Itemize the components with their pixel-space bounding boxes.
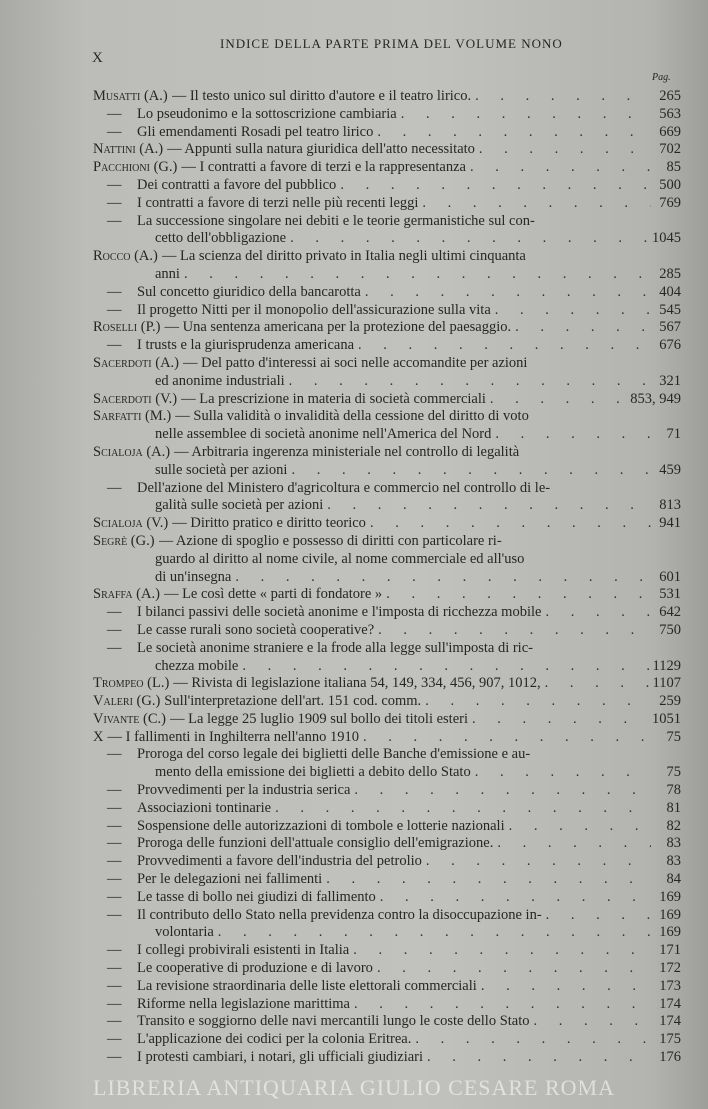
index-entry: [93, 462, 681, 480]
index-entry: [93, 586, 681, 604]
entry-dash: —: [107, 1013, 122, 1030]
entry-title: Dei contratti a favore del pubblico: [137, 176, 337, 193]
entry-author: Trompeo (L.): [93, 675, 170, 692]
dot-leader: [546, 907, 651, 925]
index-entry: [93, 711, 681, 729]
index-entry: [93, 1049, 681, 1067]
entry-page-number: 71: [666, 426, 681, 443]
entry-title: — I contratti a favore di terzi e la rappresentanza: [181, 159, 466, 176]
index-entry: [93, 213, 681, 231]
entry-dash: —: [107, 782, 122, 799]
dot-leader: [490, 391, 626, 409]
entry-title: chezza mobile: [155, 657, 239, 674]
dot-leader: [289, 373, 651, 391]
entry-page-number: 75: [666, 728, 681, 745]
index-entry: [93, 284, 681, 302]
entry-author: Pacchioni (G.): [93, 159, 178, 176]
entry-author: Scialoja (A.): [93, 443, 171, 460]
entry-title: Dell'azione del Ministero d'agricoltura e commercio nel controllo di le-: [137, 479, 551, 496]
index-entry: [93, 355, 681, 373]
index-entry: [93, 230, 681, 248]
entry-title: Sul concetto giuridico della bancarotta: [137, 283, 361, 300]
index-entry: [93, 729, 681, 747]
entry-title: — La legge 25 luglio 1909 sul bollo dei titoli esteri: [169, 710, 468, 727]
running-header: [0, 28, 708, 68]
entry-page-number: 601: [659, 568, 681, 585]
entry-author: Roselli (P.): [93, 319, 161, 336]
index-entry: [93, 996, 681, 1014]
index-entry: [93, 480, 681, 498]
entry-dash: —: [107, 337, 122, 354]
dot-leader: [370, 515, 651, 533]
index-entry: [93, 426, 681, 444]
dot-leader: [401, 106, 651, 124]
index-entry: [93, 640, 681, 658]
dot-leader: [235, 569, 651, 587]
entry-page-number: 169: [659, 888, 681, 905]
page-column-label: Pag.: [652, 72, 671, 83]
dot-leader: [275, 800, 651, 818]
index-entry: [93, 373, 681, 391]
entry-title: Le tasse di bollo nei giudizi di fallimento: [137, 888, 376, 905]
dot-leader: [354, 996, 651, 1014]
index-entry: [93, 871, 681, 889]
entry-title: La revisione straordinaria delle liste elettorali commerciali: [137, 977, 477, 994]
index-entry: [93, 978, 681, 996]
entry-title: Proroga delle funzioni dell'attuale consiglio dell'emigrazione.: [137, 835, 494, 852]
entry-page-number: 259: [659, 693, 681, 710]
entry-author: Rocco (A.): [93, 248, 158, 265]
entry-page-number: 769: [659, 194, 681, 211]
dot-leader: [481, 978, 651, 996]
index-entry: [93, 88, 681, 106]
entry-title: Per le delegazioni nei fallimenti: [137, 871, 323, 888]
entry-dash: —: [107, 746, 122, 763]
entry-title: Le società anonime straniere e la frode alla legge sull'imposta di ric-: [137, 639, 533, 656]
entry-author: Segrè (G.): [93, 532, 155, 549]
entry-page-number: 83: [666, 853, 681, 870]
entry-title: Le casse rurali sono società cooperative?: [137, 621, 375, 638]
entry-author: Sacerdoti (A.): [93, 354, 179, 371]
entry-page-number: 563: [659, 105, 681, 122]
entry-page-number: 500: [659, 176, 681, 193]
entry-page-number: 174: [659, 1013, 681, 1030]
entry-title: — I fallimenti in Inghilterra nell'anno 1910: [107, 728, 359, 745]
entry-author: Musatti (A.): [93, 88, 168, 104]
dot-leader: [497, 835, 651, 853]
entry-title: I trusts e la giurisprudenza americana: [137, 337, 355, 354]
entry-title: galità sulle società per azioni: [155, 497, 324, 514]
index-entry: [93, 604, 681, 622]
index-entry: [93, 159, 681, 177]
entry-title: L'applicazione dei codici per la colonia Eritrea.: [137, 1031, 412, 1048]
dot-leader: [515, 319, 651, 337]
entry-dash: —: [107, 212, 122, 229]
entry-title: di un'insegna: [155, 568, 232, 585]
entry-page-number: 171: [659, 942, 681, 959]
dot-leader: [479, 141, 651, 159]
entry-page-number: 84: [666, 871, 681, 888]
dot-leader: [470, 159, 651, 177]
entry-page-number: 567: [659, 319, 681, 336]
index-entry: [93, 106, 681, 124]
dot-leader: [545, 604, 651, 622]
index-entry: [93, 177, 681, 195]
entry-page-number: 676: [659, 337, 681, 354]
entry-dash: —: [107, 604, 122, 621]
watermark: LIBRERIA ANTIQUARIA GIULIO CESARE ROMA: [93, 1075, 615, 1100]
entry-page-number: 941: [659, 515, 681, 532]
entry-dash: —: [107, 1049, 122, 1066]
entry-title: — Sulla validità o invalidità della cessione del diritto di voto: [175, 408, 529, 425]
entry-page-number: 1045: [652, 230, 681, 247]
entry-page-number: 169: [659, 924, 681, 941]
entry-title: — La prescrizione in materia di società commerciali: [181, 390, 486, 407]
entry-page-number: 853, 949: [630, 390, 681, 407]
entry-dash: —: [107, 799, 122, 816]
index-entry: [93, 266, 681, 284]
entry-dash: —: [107, 817, 122, 834]
entry-page-number: 174: [659, 995, 681, 1012]
entry-title: — Azione di spoglio e possesso di diritti con particolare ri-: [158, 532, 502, 549]
dot-leader: [472, 711, 648, 729]
entry-title: Sull'interpretazione dell'art. 151 cod. comm.: [164, 693, 422, 710]
entry-page-number: 175: [659, 1031, 681, 1048]
dot-leader: [377, 124, 651, 142]
page-title: INDICE DELLA PARTE PRIMA DEL VOLUME NONO: [220, 36, 563, 51]
entry-title: La successione singolare nei debiti e le teorie germanistiche sul con-: [137, 212, 535, 229]
index-entry: [93, 907, 681, 925]
entry-dash: —: [107, 888, 122, 905]
dot-leader: [545, 675, 649, 693]
entry-title: Le cooperative di produzione e di lavoro: [137, 960, 373, 977]
dot-leader: [495, 426, 651, 444]
entry-title: — Il testo unico sul diritto d'autore e il teatro lirico.: [171, 88, 472, 104]
entry-page-number: 750: [659, 621, 681, 638]
entry-title: anni: [155, 265, 180, 282]
entry-page-number: 75: [666, 764, 681, 781]
entry-dash: —: [107, 283, 122, 300]
entry-title: — Appunti sulla natura giuridica dell'atto necessitato: [167, 141, 475, 158]
dot-leader: [475, 764, 651, 782]
entry-title: Proroga del corso legale dei biglietti delle Banche d'emissione e au-: [137, 746, 531, 763]
dot-leader: [184, 266, 651, 284]
index-entry: [93, 497, 681, 515]
entry-title: — Una sentenza americana per la protezione del paesaggio.: [164, 319, 512, 336]
entry-dash: —: [107, 105, 122, 122]
entry-title: Transito e soggiorno delle navi mercantili lungo le coste dello Stato: [137, 1013, 530, 1030]
dot-leader: [380, 889, 651, 907]
index-entry: [93, 195, 681, 213]
entry-title: — Rivista di legislazione italiana 54, 149, 334, 456, 907, 1012,: [173, 675, 541, 692]
index-entry: [93, 960, 681, 978]
entry-title: nelle assemblee di società anonime nell'America del Nord: [155, 426, 492, 443]
index-entry: [93, 658, 681, 676]
dot-leader: [327, 497, 651, 515]
entry-title: I bilanci passivi delle società anonime e l'imposta di ricchezza mobile: [137, 604, 542, 621]
entry-author: Valeri (G.): [93, 693, 161, 710]
entry-dash: —: [107, 1031, 122, 1048]
entry-dash: —: [107, 853, 122, 870]
entry-dash: —: [107, 835, 122, 852]
entry-author: X: [93, 728, 104, 745]
entry-page-number: 642: [659, 604, 681, 621]
index-entry: [93, 853, 681, 871]
dot-leader: [378, 622, 651, 640]
index-entry: [93, 924, 681, 942]
entry-title: Gli emendamenti Rosadi pel teatro lirico: [137, 123, 374, 140]
entry-dash: —: [107, 301, 122, 318]
dot-leader: [365, 284, 651, 302]
dot-leader: [415, 1031, 651, 1049]
entry-dash: —: [107, 906, 122, 923]
entry-title: sulle società per azioni: [155, 461, 288, 478]
entry-page-number: 404: [659, 283, 681, 300]
dot-leader: [218, 924, 651, 942]
entry-page-number: 265: [659, 88, 681, 104]
index-entry: [93, 248, 681, 266]
entry-author: Scialoja (V.): [93, 515, 169, 532]
entry-page-number: 173: [659, 977, 681, 994]
entry-author: Sarfatti (M.): [93, 408, 172, 425]
entry-title: I collegi probivirali esistenti in Italia: [137, 942, 350, 959]
dot-leader: [242, 658, 648, 676]
dot-leader: [495, 302, 651, 320]
index-entry: [93, 942, 681, 960]
index-entry: [93, 319, 681, 337]
index-entry: [93, 1031, 681, 1049]
entry-page-number: 81: [666, 799, 681, 816]
entry-title: Il progetto Nitti per il monopolio dell'assicurazione sulla vita: [137, 301, 491, 318]
entry-title: — La scienza del diritto privato in Italia negli ultimi cinquanta: [161, 248, 526, 265]
index-entry: [93, 444, 681, 462]
entry-title: guardo al diritto al nome civile, al nome commerciale ed all'uso: [155, 550, 525, 567]
index-entry: [93, 1013, 681, 1031]
entry-title: — Del patto d'interessi ai soci nelle accomandite per azioni: [183, 354, 528, 371]
index-entry: [93, 746, 681, 764]
index-entry: [93, 391, 681, 409]
entry-page-number: 169: [659, 906, 681, 923]
entry-dash: —: [107, 123, 122, 140]
index-entry: [93, 141, 681, 159]
index-entry: [93, 835, 681, 853]
dot-leader: [425, 693, 651, 711]
dot-leader: [427, 1049, 651, 1067]
entry-dash: —: [107, 942, 122, 959]
entry-dash: —: [107, 871, 122, 888]
entry-dash: —: [107, 977, 122, 994]
entry-dash: —: [107, 995, 122, 1012]
entry-author: Sacerdoti (V.): [93, 390, 178, 407]
entry-title: — Diritto pratico e diritto teorico: [172, 515, 366, 532]
entry-page-number: 531: [659, 586, 681, 603]
dot-leader: [509, 818, 651, 836]
entry-page-number: 85: [666, 159, 681, 176]
entry-page-number: 321: [659, 372, 681, 389]
entry-author: Nattini (A.): [93, 141, 164, 158]
index-entry: [93, 622, 681, 640]
entry-page-number: 1107: [652, 675, 681, 692]
entry-author: Vivante (C.): [93, 710, 166, 727]
dot-leader: [353, 942, 651, 960]
dot-leader: [291, 462, 651, 480]
entry-title: cetto dell'obbligazione: [155, 230, 287, 247]
index-entry: [93, 569, 681, 587]
entry-title: mento della emissione dei biglietti a debito dello Stato: [155, 764, 471, 781]
dot-leader: [340, 177, 651, 195]
index-entry: [93, 693, 681, 711]
dot-leader: [358, 337, 651, 355]
entry-dash: —: [107, 479, 122, 496]
index-entry: [93, 302, 681, 320]
index-entry: [93, 675, 681, 693]
index-entry: [93, 337, 681, 355]
entry-title: Il contributo dello Stato nella previdenza contro la disoccupazione in-: [137, 906, 542, 923]
entry-page-number: 1051: [652, 710, 681, 727]
index-entry: [93, 533, 681, 551]
entry-page-number: 172: [659, 960, 681, 977]
entry-page-number: 813: [659, 497, 681, 514]
index-entry: [93, 124, 681, 142]
entry-page-number: 702: [659, 141, 681, 158]
entry-page-number: 83: [666, 835, 681, 852]
entry-author: Sraffa (A.): [93, 586, 160, 603]
entry-page-number: 78: [666, 782, 681, 799]
entry-title: Provvedimenti per la industria serica: [137, 782, 351, 799]
index-entry: [93, 515, 681, 533]
index-entry: [93, 782, 681, 800]
entry-page-number: 1129: [652, 657, 681, 674]
dot-leader: [363, 729, 651, 747]
entry-title: Sospensione delle autorizzazioni di tombole e lotterie nazionali: [137, 817, 505, 834]
entry-page-number: 545: [659, 301, 681, 318]
index-entry: [93, 818, 681, 836]
index-entry: [93, 764, 681, 782]
entry-title: I contratti a favore di terzi nelle più recenti leggi: [137, 194, 419, 211]
entry-title: — Le così dette « parti di fondatore »: [163, 586, 383, 603]
entry-page-number: 82: [666, 817, 681, 834]
entry-dash: —: [107, 621, 122, 638]
entry-page-number: 285: [659, 265, 681, 282]
dot-leader: [475, 88, 651, 106]
dot-leader: [422, 195, 651, 213]
index-entry: [93, 408, 681, 426]
page-folio: X: [92, 50, 103, 66]
entry-dash: —: [107, 194, 122, 211]
index-entry: [93, 800, 681, 818]
entry-dash: —: [107, 960, 122, 977]
dot-leader: [354, 782, 651, 800]
index-entry: [93, 551, 681, 569]
dot-leader: [290, 230, 648, 248]
entry-title: volontaria: [155, 924, 214, 941]
entry-title: Lo pseudonimo e la sottoscrizione cambiaria: [137, 105, 397, 122]
dot-leader: [426, 853, 651, 871]
entry-page-number: 459: [659, 461, 681, 478]
entry-title: I protesti cambiari, i notari, gli ufficiali giudiziari: [137, 1049, 424, 1066]
entry-dash: —: [107, 176, 122, 193]
entry-title: Associazioni tontinarie: [137, 799, 272, 816]
entry-page-number: 176: [659, 1049, 681, 1066]
entry-dash: —: [107, 639, 122, 656]
dot-leader: [377, 960, 651, 978]
dot-leader: [386, 586, 651, 604]
index-entry: [93, 889, 681, 907]
entry-title: — Arbitraria ingerenza ministeriale nel controllo di legalità: [174, 443, 520, 460]
entry-page-number: 669: [659, 123, 681, 140]
index-entries: [93, 88, 681, 1067]
entry-title: Provvedimenti a favore dell'industria del petrolio: [137, 853, 422, 870]
dot-leader: [534, 1013, 651, 1031]
entry-title: Riforme nella legislazione marittima: [137, 995, 350, 1012]
entry-title: ed anonime industriali: [155, 372, 285, 389]
dot-leader: [326, 871, 651, 889]
